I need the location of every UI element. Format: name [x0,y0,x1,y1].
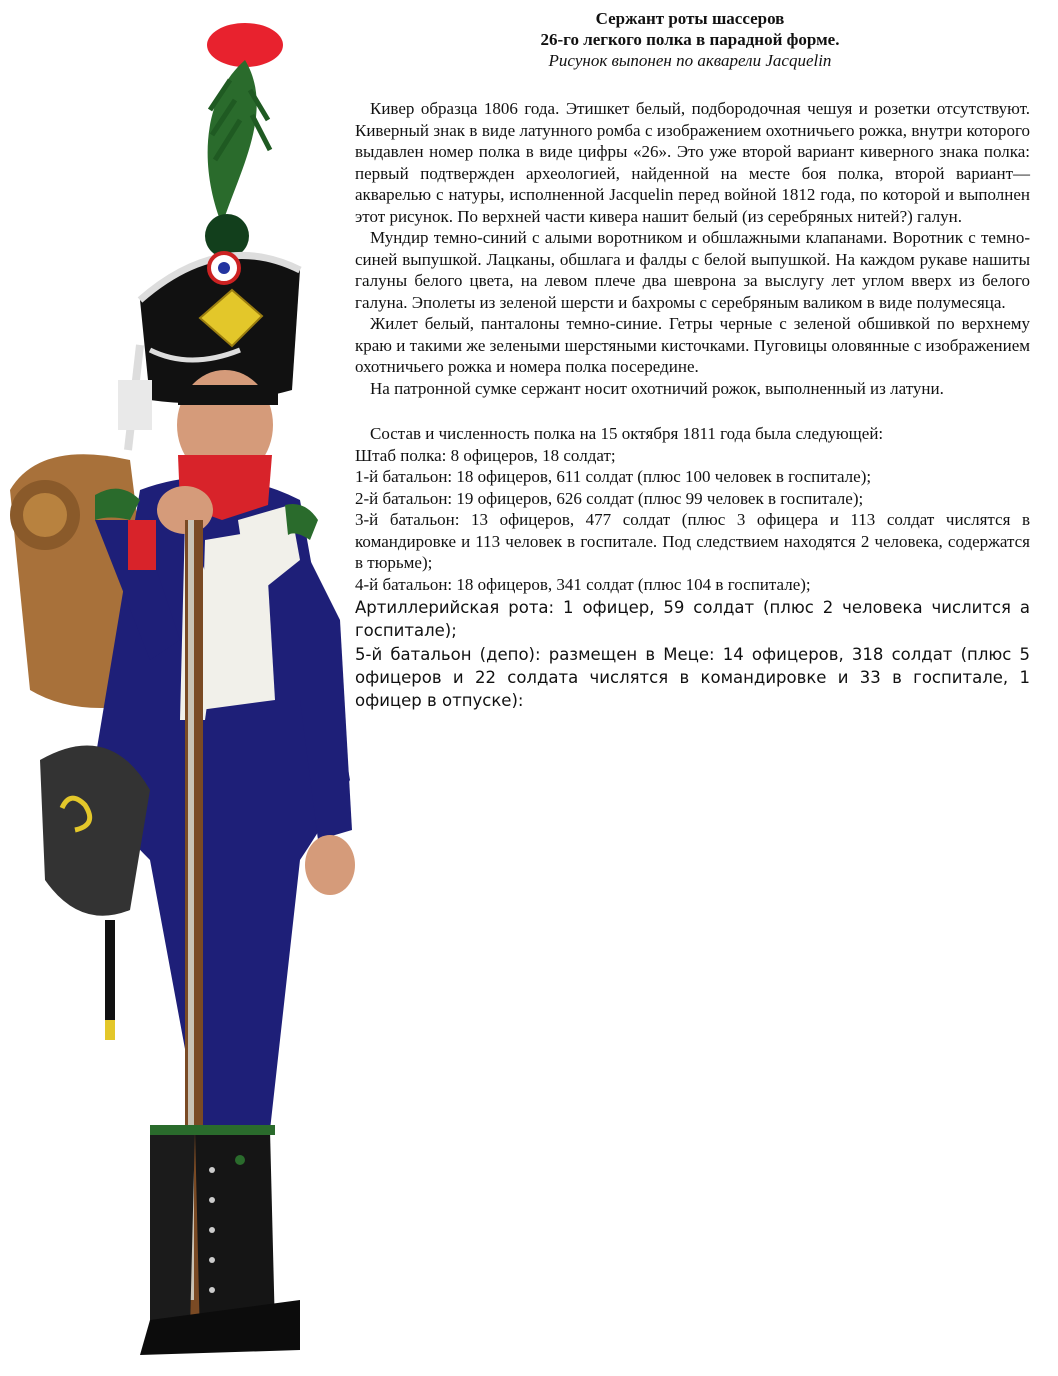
caption-line-2: 26-го легкого полка в парадной форме. [540,30,840,49]
body-text [355,98,1030,712]
roster-item: 3-й батальон: 13 офицеров, 477 солдат (плюс 3 офицера и 113 солдат числятся в командировке и 113 человек в госпитале. Под следствием находятся 2 человека, содержатся в тюрьме); [355,510,1030,572]
roster-item: 4-й батальон: 18 офицеров, 341 солдат (плюс 104 в госпитале); [355,574,811,594]
paragraph-horn: На патронной сумке сержант носит охотничий рожок, выполненный из латуни. [370,378,944,398]
soldier-illustration-icon [0,0,370,1376]
roster-item: 1-й батальон: 18 офицеров, 611 солдат (плюс 100 человек в госпитале); [355,467,872,486]
caption-line-1: Сержант роты шассеров [595,9,785,28]
paragraph-shako: Кивер образца 1806 года. Этишкет белый, подбородочная чешуя и розетки отсутствуют. Киверный знак в виде латунного ромба с изображением охотничьего рожка, внутри которого выдавлен номер полка в виде цифры «26». Это уже второй вариант киверного знака полка: первый подтвержден археологией, найденной на месте боя полка, второй вариант—акварелью с натуры, исполненной Jacquelin перед войной 1812 года, по которой и выполнен этот рисунок. По верхней части кивера нашит белый (из серебряных нитей?) галун. [355,99,1030,226]
caption [450,8,930,71]
paragraph-vest: Жилет белый, панталоны темно-синие. Гетры черные с зеленой обшивкой по верхнему краю и такими же зелеными шерстяными кисточками. Пуговицы оловянные с изображением охотничьего рожка и номера полка посередине. [355,314,1030,376]
roster-item: 5-й батальон (депо): размещен в Меце: 14 офицеров, 318 солдат (плюс 5 офицеров и 22 солдата числятся в командировке и 33 в госпитале, 1 офицер в отпуске): [355,645,1030,710]
paragraph-coat: Мундир темно-синий с алыми воротником и обшлажными клапанами. Воротник с темно-синей выпушкой. Лацканы, обшлага и фалды с белой выпушкой. На каждом рукаве нашиты галуны белого цвета, на левом плече два шеврона за выслугу лет углом вверх из белого галуна. Эполеты из зеленой шерсти и бахромы с серебряным валиком в виде полумесяца. [355,228,1030,312]
roster-item: Артиллерийская рота: 1 офицер, 59 солдат (плюс 2 человека числится а госпитале); [355,598,1030,640]
roster-item: 2-й батальон: 19 офицеров, 626 солдат (плюс 99 человек в госпитале); [355,488,864,508]
caption-line-3: Рисунок выпонен по акварели Jacquelin [548,51,832,70]
paragraph-roster-intro: Состав и численность полка на 15 октября 1811 года была следующей: [370,424,884,443]
roster-item: Штаб полка: 8 офицеров, 18 солдат; [355,445,616,465]
soldier-illustration [0,0,370,1376]
